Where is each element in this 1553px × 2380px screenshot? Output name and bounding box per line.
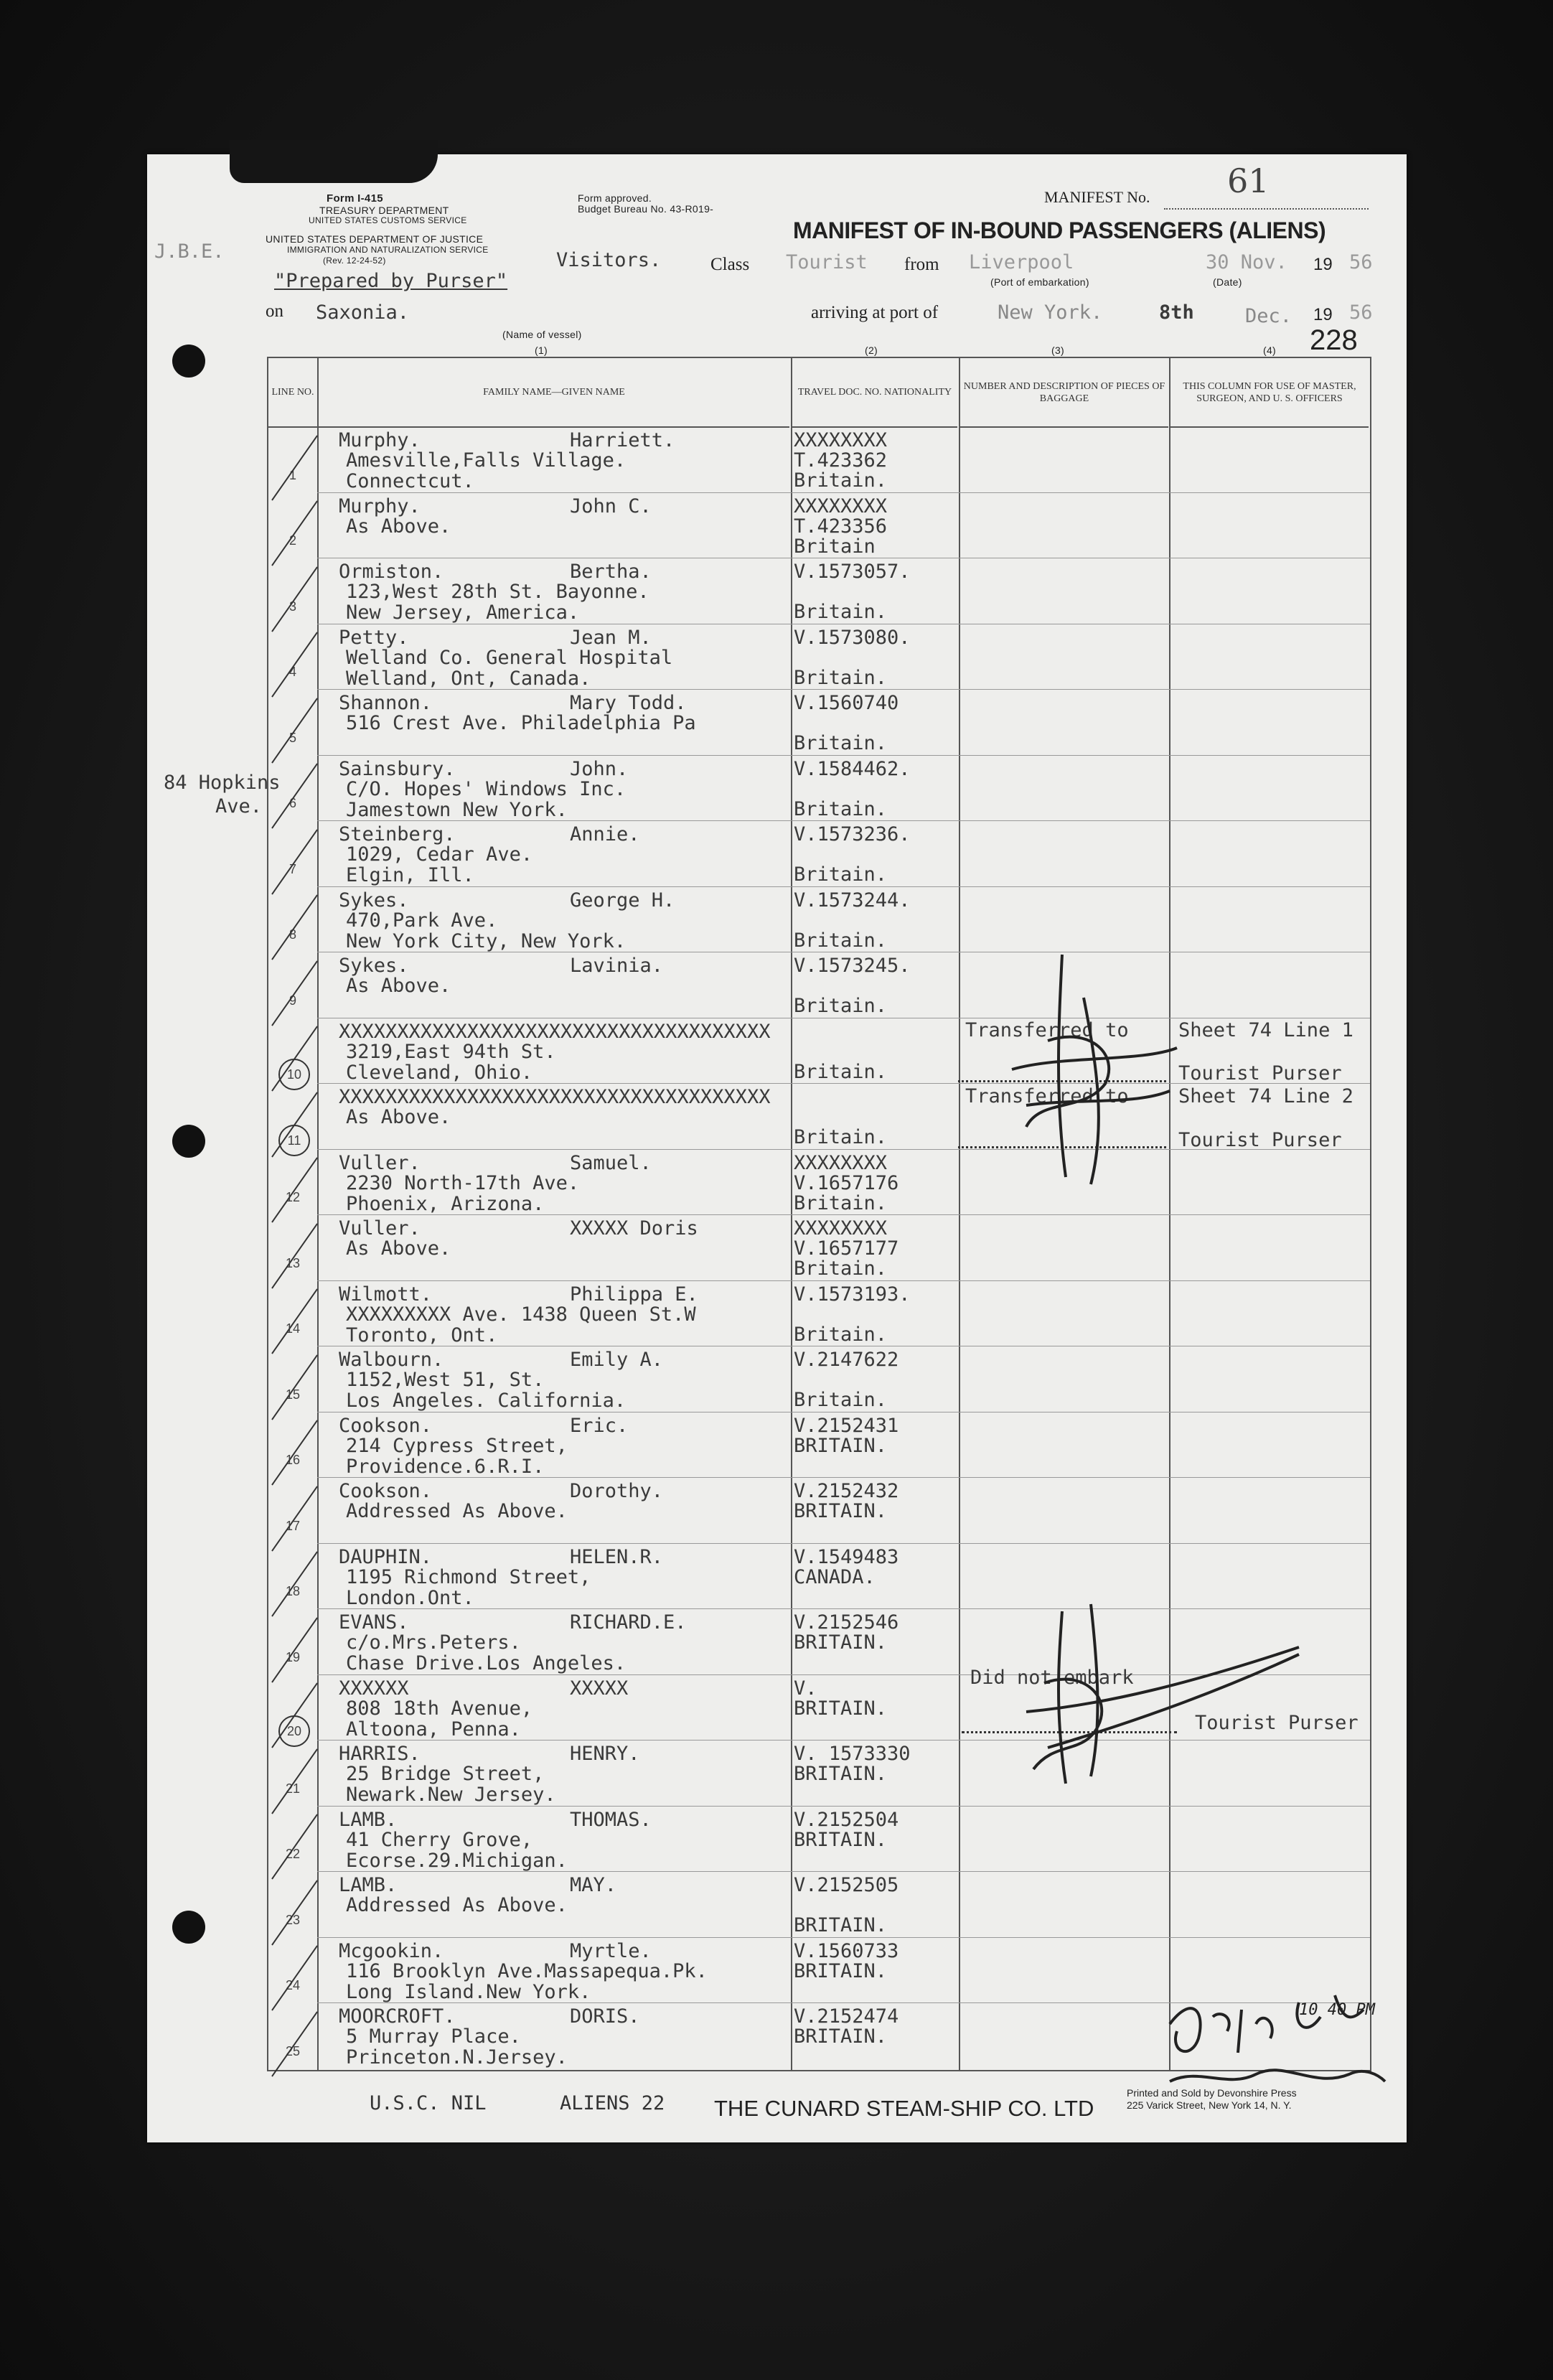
address-line: Jamestown New York. [346, 798, 568, 821]
travel-doc-line: Britain [794, 535, 876, 558]
given-name: XXXXX Doris [570, 1217, 698, 1240]
travel-doc-line: CANADA. [794, 1565, 876, 1588]
arrival-day: 8th [1159, 301, 1194, 324]
travel-doc-line: V.1573193. [794, 1283, 911, 1306]
address-line: Addressed As Above. [346, 1894, 568, 1916]
given-name: Myrtle. [570, 1939, 652, 1962]
transfer-note: Sheet 74 Line 1 [1178, 1019, 1353, 1041]
family-name: XXXXXXXXXXXXXXXXXXXXXXXXXXXXXXXXXXXXX [339, 1086, 771, 1108]
address-line: 1195 Richmond Street, [346, 1565, 591, 1588]
justice-label: UNITED STATES DEPARTMENT OF JUSTICE [266, 233, 484, 245]
page-tear [230, 140, 438, 183]
address-line: New Jersey, America. [346, 601, 580, 624]
given-name: Harriett. [570, 429, 675, 451]
line-number: 23 [285, 1912, 301, 1927]
travel-doc-line: XXXXXXXX [794, 429, 888, 451]
travel-doc-line: V.1573057. [794, 561, 911, 583]
col-header-travel-doc: TRAVEL DOC. NO. NATIONALITY [792, 358, 957, 428]
address-line: 1152,West 51, St. [346, 1369, 545, 1391]
travel-doc-line: V.1657176 [794, 1171, 899, 1194]
travel-doc-line: V.1549483 [794, 1545, 899, 1568]
travel-doc-line: V.2152546 [794, 1611, 899, 1634]
address-line: 2230 North-17th Ave. [346, 1171, 580, 1194]
prepared-by: "Prepared by Purser" [274, 270, 508, 292]
vessel-name: Saxonia. [316, 301, 410, 324]
address-line: Phoenix, Arizona. [346, 1192, 545, 1215]
address-line: Welland Co. General Hospital [346, 646, 673, 669]
class-label: Class [710, 255, 750, 274]
year-value: 56 [1349, 251, 1373, 273]
margin-initials: J.B.E. [154, 240, 225, 263]
travel-doc-line: Britain. [794, 601, 888, 623]
address-line: Cleveland, Ohio. [346, 1061, 533, 1084]
travel-doc-line: BRITAIN. [794, 1959, 888, 1982]
col-number: (4) [1263, 345, 1277, 356]
line-number: 9 [288, 993, 296, 1008]
address-line: c/o.Mrs.Peters. [346, 1631, 521, 1654]
travel-doc-line: Britain. [794, 797, 888, 820]
travel-doc-line: V.1573236. [794, 823, 911, 845]
punch-hole [172, 1911, 205, 1944]
company-name: THE CUNARD STEAM-SHIP CO. LTD [714, 2096, 1094, 2121]
travel-doc-line: XXXXXXXX [794, 1217, 888, 1240]
address-line: Princeton.N.Jersey. [346, 2046, 568, 2069]
year-value: 56 [1349, 301, 1373, 324]
given-name: THOMAS. [570, 1808, 652, 1831]
did-not-embark-note: Did not embark [970, 1667, 1134, 1689]
year-prefix: 19 [1313, 305, 1333, 324]
travel-doc-line: Britain. [794, 666, 888, 689]
manifest-no-value: 61 [1227, 161, 1270, 200]
travel-doc-line: V.2152431 [794, 1414, 899, 1437]
address-line: 516 Crest Ave. Philadelphia Pa [346, 712, 696, 734]
family-name: Mcgookin. [339, 1939, 444, 1962]
line-number: 25 [285, 2043, 301, 2058]
family-name: Cookson. [339, 1480, 433, 1502]
given-name: Lavinia. [570, 955, 664, 977]
travel-doc-line: Britain. [794, 1126, 888, 1148]
travel-doc-line: V.2147622 [794, 1349, 899, 1371]
given-name: Emily A. [570, 1349, 664, 1371]
col-header-baggage: NUMBER AND DESCRIPTION OF PIECES OF BAGGAGE [960, 358, 1168, 428]
given-name: Philippa E. [570, 1283, 698, 1306]
line-number: 1 [288, 467, 296, 482]
travel-doc-line: V.2152504 [794, 1808, 899, 1831]
address-line: As Above. [346, 1106, 451, 1128]
travel-doc-line: Britain. [794, 1323, 888, 1346]
address-line: Amesville,Falls Village. [346, 449, 627, 472]
line-number: 19 [285, 1649, 301, 1664]
address-line: Los Angeles. California. [346, 1390, 627, 1412]
travel-doc-line: Britain. [794, 1191, 888, 1214]
travel-doc-line: Britain. [794, 863, 888, 886]
travel-doc-line: T.423362 [794, 449, 888, 472]
line-number: 5 [288, 730, 296, 745]
address-line: Connectcut. [346, 470, 474, 492]
travel-doc-line: Britain. [794, 929, 888, 952]
col-number: (1) [535, 345, 548, 356]
address-line: 5 Murray Place. [346, 2025, 521, 2048]
address-line: London.Ont. [346, 1586, 474, 1609]
given-name: Samuel. [570, 1151, 652, 1174]
travel-doc-line: V.1573080. [794, 626, 911, 649]
travel-doc-line: BRITAIN. [794, 1434, 888, 1457]
col-header-officers: THIS COLUMN FOR USE OF MASTER, SURGEON, AND U. S. OFFICERS [1170, 358, 1369, 428]
class-value: Tourist [786, 251, 868, 273]
travel-doc-line: BRITAIN. [794, 1914, 888, 1936]
col-number: (2) [865, 345, 878, 356]
sheet-number: 228 [1310, 324, 1358, 356]
line-number: 7 [288, 861, 296, 876]
travel-doc-line: Britain. [794, 732, 888, 754]
family-name: Murphy. [339, 495, 421, 517]
transfer-note: Transferred to [965, 1019, 1129, 1041]
given-name: John C. [570, 495, 652, 517]
family-name: Ormiston. [339, 561, 444, 583]
from-value: Liverpool [969, 251, 1074, 273]
line-number: 6 [288, 796, 296, 810]
manifest-no-line [1164, 208, 1369, 210]
table-row [268, 1477, 1370, 1543]
line-number: 4 [288, 665, 296, 679]
table-row [268, 1280, 1370, 1346]
address-line: 808 18th Avenue, [346, 1697, 533, 1720]
address-line: Ecorse.29.Michigan. [346, 1849, 568, 1872]
date-caption: (Date) [1213, 276, 1242, 288]
table-row [268, 1806, 1370, 1872]
line-number: 18 [285, 1584, 301, 1598]
address-line: Chase Drive.Los Angeles. [346, 1652, 627, 1674]
address-line: As Above. [346, 515, 451, 538]
usc-note: U.S.C. NIL [370, 2092, 487, 2114]
line-number: 14 [285, 1321, 301, 1336]
arriving-label: arriving at port of [811, 303, 939, 322]
family-name: LAMB. [339, 1808, 398, 1831]
signature-time: 10 40 PM [1299, 2001, 1375, 2019]
travel-doc-line: V.1657177 [794, 1237, 899, 1260]
table-row [268, 1871, 1370, 1937]
family-name: Walbourn. [339, 1349, 444, 1371]
family-name: DAUPHIN. [339, 1545, 433, 1568]
travel-doc-line: BRITAIN. [794, 1763, 888, 1785]
line-number: 12 [285, 1190, 301, 1204]
table-row [268, 1412, 1370, 1478]
family-name: Murphy. [339, 429, 421, 451]
purser-signature-2 [1019, 1597, 1306, 1798]
table-row [268, 1214, 1370, 1280]
travel-doc-line: Britain. [794, 1257, 888, 1280]
family-name: HARRIS. [339, 1743, 421, 1765]
given-name: HELEN.R. [570, 1545, 664, 1568]
travel-doc-line: V. [794, 1677, 817, 1700]
departure-date: 30 Nov. [1206, 251, 1287, 273]
printer-line: 225 Varick Street, New York 14, N. Y. [1127, 2099, 1292, 2111]
line-number: 20 [278, 1715, 310, 1747]
address-line: Elgin, Ill. [346, 864, 474, 886]
line-number: 17 [285, 1518, 301, 1533]
officer-signature [1155, 1981, 1392, 2103]
address-line: 214 Cypress Street, [346, 1434, 568, 1457]
address-line: Addressed As Above. [346, 1500, 568, 1522]
vessel-caption: (Name of vessel) [502, 329, 582, 340]
embark-caption: (Port of embarkation) [990, 276, 1089, 288]
line-number: 3 [288, 599, 296, 614]
family-name: Sainsbury. [339, 757, 456, 780]
address-line: Toronto, Ont. [346, 1323, 498, 1346]
given-name: Jean M. [570, 626, 652, 649]
address-line: C/O. Hopes' Windows Inc. [346, 777, 627, 800]
travel-doc-line: BRITAIN. [794, 1828, 888, 1851]
punch-hole [172, 1125, 205, 1158]
purser-signature-1 [998, 940, 1184, 1206]
family-name: Petty. [339, 626, 409, 649]
table-row [268, 558, 1370, 624]
family-name: MOORCROFT. [339, 2005, 456, 2028]
family-name: Cookson. [339, 1414, 433, 1437]
col-header-name: FAMILY NAME—GIVEN NAME [319, 358, 789, 428]
family-name: Sykes. [339, 955, 409, 977]
family-name: XXXXXX [339, 1677, 409, 1700]
transfer-note: Sheet 74 Line 2 [1178, 1085, 1353, 1107]
family-name: Shannon. [339, 692, 433, 714]
given-name: DORIS. [570, 2005, 640, 2028]
address-line: 3219,East 94th St. [346, 1040, 556, 1063]
address-line: XXXXXXXXX Ave. 1438 Queen St.W [346, 1303, 696, 1326]
justice-label: (Rev. 12-24-52) [323, 256, 386, 266]
travel-doc-line: V.2152432 [794, 1480, 899, 1502]
travel-doc-line: V.2152505 [794, 1874, 899, 1896]
printer-line: Printed and Sold by Devonshire Press [1127, 2087, 1297, 2099]
year-prefix: 19 [1313, 255, 1333, 274]
travel-doc-line: V. 1573330 [794, 1743, 911, 1765]
address-line: Newark.New Jersey. [346, 1784, 556, 1806]
table-row [268, 1149, 1370, 1215]
passenger-table [267, 357, 1371, 2071]
given-name: Dorothy. [570, 1480, 664, 1502]
travel-doc-line: Britain. [794, 1060, 888, 1083]
travel-doc-line: Britain. [794, 1389, 888, 1411]
given-name: Mary Todd. [570, 692, 687, 714]
approval-label: Form approved. [578, 192, 652, 204]
address-line: 470,Park Ave. [346, 909, 498, 932]
travel-doc-line: T.423356 [794, 515, 888, 538]
given-name: MAY. [570, 1874, 617, 1896]
travel-doc-line: BRITAIN. [794, 1500, 888, 1522]
purser-note: Tourist Purser [1178, 1129, 1342, 1151]
travel-doc-line: BRITAIN. [794, 1697, 888, 1720]
margin-note: 84 Hopkins [164, 772, 281, 794]
col-header-line-no: LINE NO. [268, 358, 317, 428]
address-line: Altoona, Penna. [346, 1718, 521, 1741]
punch-hole [172, 345, 205, 378]
address-line: 41 Cherry Grove, [346, 1828, 533, 1851]
approval-label: Budget Bureau No. 43-R019- [578, 203, 714, 215]
from-label: from [904, 255, 939, 274]
line-number: 22 [285, 1847, 301, 1861]
family-name: XXXXXXXXXXXXXXXXXXXXXXXXXXXXXXXXXXXXX [339, 1020, 771, 1043]
manifest-no-label: MANIFEST No. [1044, 188, 1150, 206]
table-row [268, 624, 1370, 690]
address-line: As Above. [346, 1237, 451, 1260]
col-number: (3) [1051, 345, 1065, 356]
table-row [268, 689, 1370, 755]
travel-doc-line: BRITAIN. [794, 2025, 888, 2048]
on-label: on [266, 301, 283, 321]
line-number: 2 [288, 533, 296, 548]
line-number: 21 [285, 1781, 301, 1796]
table-row [268, 492, 1370, 558]
travel-doc-line: Britain. [794, 995, 888, 1017]
table-row [268, 820, 1370, 886]
dept-label: TREASURY DEPARTMENT [319, 205, 449, 216]
travel-doc-line: V.1560740 [794, 692, 899, 714]
family-name: Vuller. [339, 1151, 421, 1174]
travel-doc-line: BRITAIN. [794, 1631, 888, 1654]
arrival-port: New York. [998, 301, 1103, 324]
family-name: Sykes. [339, 889, 409, 912]
travel-doc-line: Britain. [794, 469, 888, 492]
travel-doc-line: XXXXXXXX [794, 1151, 888, 1174]
travel-doc-line: V.1573245. [794, 955, 911, 977]
line-number: 15 [285, 1387, 301, 1402]
travel-doc-line: XXXXXXXX [794, 495, 888, 517]
given-name: HENRY. [570, 1743, 640, 1765]
address-line: Welland, Ont, Canada. [346, 667, 591, 690]
address-line: 116 Brooklyn Ave.Massapequa.Pk. [346, 1959, 708, 1982]
visitors: Visitors. [556, 249, 662, 271]
purser-note: Tourist Purser [1178, 1062, 1342, 1084]
page-title: MANIFEST OF IN-BOUND PASSENGERS (ALIENS) [793, 217, 1326, 243]
purser-note: Tourist Purser [1195, 1712, 1359, 1734]
dept-label: UNITED STATES CUSTOMS SERVICE [309, 215, 467, 225]
address-line: As Above. [346, 975, 451, 997]
justice-label: IMMIGRATION AND NATURALIZATION SERVICE [287, 245, 489, 255]
line-number: 11 [278, 1125, 310, 1156]
aliens-count: ALIENS 22 [560, 2092, 665, 2114]
line-number: 16 [285, 1453, 301, 1467]
given-name: Bertha. [570, 561, 652, 583]
address-line: 1029, Cedar Ave. [346, 843, 533, 866]
given-name: John. [570, 757, 629, 780]
line-number: 24 [285, 1978, 301, 1992]
family-name: Steinberg. [339, 823, 456, 845]
form-number: Form I-415 [327, 192, 383, 205]
given-name: XXXXX [570, 1677, 629, 1700]
travel-doc-line: V.1560733 [794, 1939, 899, 1962]
address-line: Providence.6.R.I. [346, 1455, 545, 1478]
family-name: EVANS. [339, 1611, 409, 1634]
given-name: George H. [570, 889, 675, 912]
table-row [268, 952, 1370, 1018]
transfer-note: Transferred to [965, 1085, 1129, 1107]
given-name: Annie. [570, 823, 640, 845]
address-line: New York City, New York. [346, 929, 627, 952]
family-name: Vuller. [339, 1217, 421, 1240]
address-line: Long Island.New York. [346, 1980, 591, 2003]
travel-doc-line: V.1584462. [794, 757, 911, 780]
table-row [268, 1346, 1370, 1412]
address-line: 123,West 28th St. Bayonne. [346, 581, 649, 603]
travel-doc-line: V.1573244. [794, 889, 911, 912]
table-row [268, 755, 1370, 821]
travel-doc-line: V.2152474 [794, 2005, 899, 2028]
given-name: Eric. [570, 1414, 629, 1437]
line-number: 8 [288, 927, 296, 942]
address-line: 25 Bridge Street, [346, 1763, 545, 1785]
line-number: 13 [285, 1255, 301, 1270]
family-name: LAMB. [339, 1874, 398, 1896]
given-name: RICHARD.E. [570, 1611, 687, 1634]
table-row [268, 426, 1370, 492]
arrival-month: Dec. [1245, 305, 1292, 327]
margin-note: Ave. [215, 795, 263, 817]
family-name: Wilmott. [339, 1283, 433, 1306]
line-number: 10 [278, 1059, 310, 1090]
table-row [268, 886, 1370, 952]
